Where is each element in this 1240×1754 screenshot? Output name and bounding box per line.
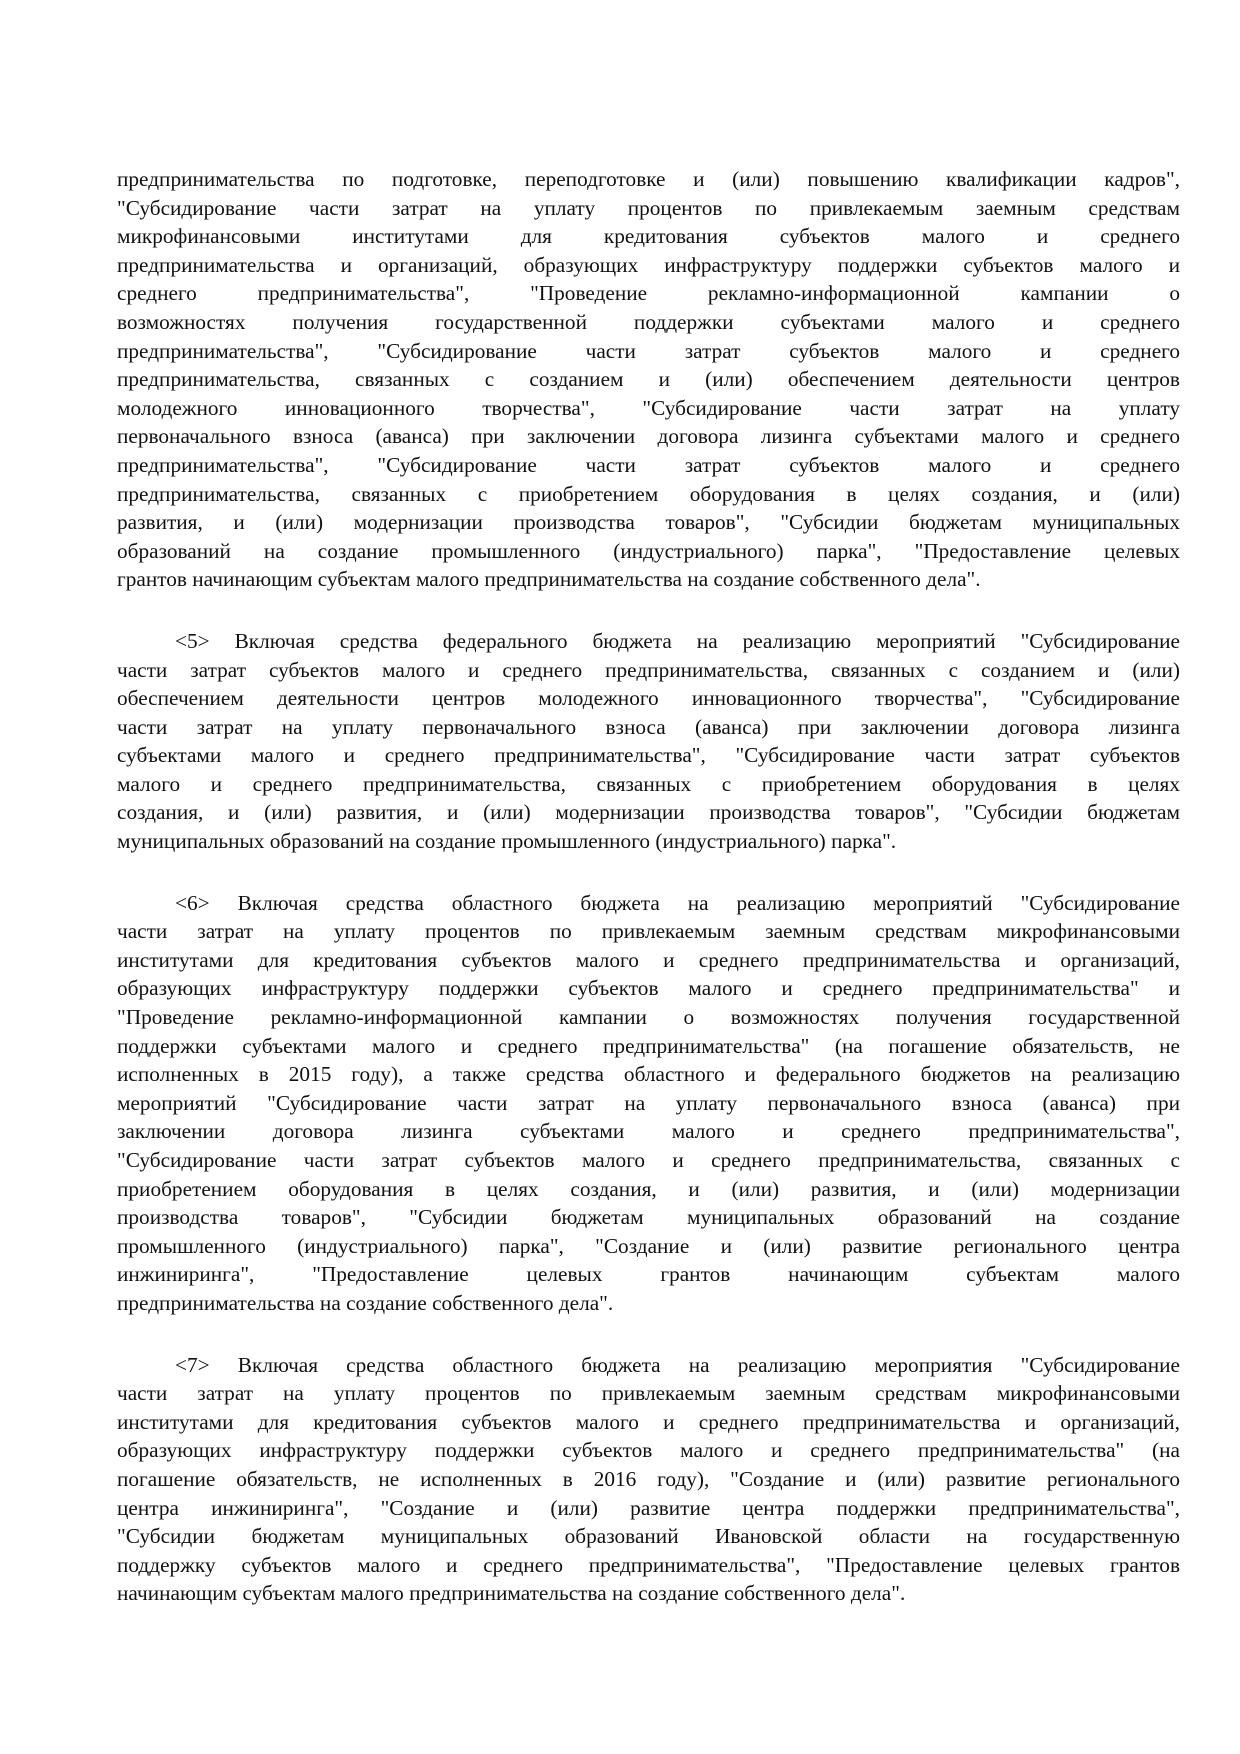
text-line: предпринимательства на создание собственного дела". — [117, 1290, 614, 1315]
text-line: части затрат на уплату первоначального взноса (аванса) при заключении договора лизинга — [117, 714, 1180, 739]
text-line: <5> Включая средства федерального бюджета на реализацию мероприятий "Субсидирование — [175, 628, 1180, 653]
text-line: возможностях получения государственной поддержки субъектами малого и среднего — [117, 309, 1180, 334]
footnote-paragraph — [117, 1351, 1180, 1608]
text-line: малого и среднего предпринимательства, связанных с приобретением оборудования в целях — [117, 771, 1180, 796]
footnote-paragraph — [117, 627, 1180, 856]
text-line: муниципальных образований на создание промышленного (индустриального) парка". — [117, 829, 897, 854]
text-line: предпринимательства", "Субсидирование части затрат субъектов малого и среднего — [117, 452, 1180, 477]
text-line: институтами для кредитования субъектов малого и среднего предпринимательства и организаций, — [117, 1409, 1180, 1434]
text-line: микрофинансовыми институтами для кредитования субъектов малого и среднего — [117, 224, 1180, 249]
text-line: части затрат на уплату процентов по привлекаемым заемным средствам микрофинансовыми — [117, 919, 1180, 944]
text-line: центра инжиниринга", "Создание и (или) развитие центра поддержки предпринимательства", — [117, 1495, 1180, 1520]
footnote-paragraph — [117, 889, 1180, 1318]
text-line: образующих инфраструктуру поддержки субъектов малого и среднего предпринимательства" и — [117, 976, 1180, 1001]
text-line: "Субсидии бюджетам муниципальных образований Ивановской области на государственную — [117, 1524, 1180, 1549]
text-line: мероприятий "Субсидирование части затрат на уплату первоначального взноса (аванса) при — [117, 1090, 1180, 1115]
text-line: образующих инфраструктуру поддержки субъектов малого и среднего предпринимательства" (на — [117, 1438, 1180, 1463]
text-line: <6> Включая средства областного бюджета на реализацию мероприятий "Субсидирование — [175, 890, 1180, 915]
text-line: грантов начинающим субъектам малого предпринимательства на создание собственного дела". — [117, 567, 981, 592]
text-line: создания, и (или) развития, и (или) модернизации производства товаров", "Субсидии бюджетам — [117, 800, 1180, 825]
text-line: исполненных в 2015 году), а также средства областного и федерального бюджетов на реализацию — [117, 1062, 1180, 1087]
text-line: производства товаров", "Субсидии бюджетам муниципальных образований на создание — [117, 1205, 1180, 1230]
text-line: "Субсидирование части затрат на уплату процентов по привлекаемым заемным средствам — [117, 195, 1180, 220]
text-line: субъектами малого и среднего предпринимательства", "Субсидирование части затрат субъектов — [117, 743, 1180, 768]
text-line: части затрат субъектов малого и среднего предпринимательства, связанных с созданием и (или) — [117, 657, 1180, 682]
text-line: "Субсидирование части затрат субъектов малого и среднего предпринимательства, связанных с — [117, 1148, 1180, 1172]
text-line: приобретением оборудования в целях создания, и (или) развития, и (или) модернизации — [117, 1176, 1180, 1201]
text-line: образований на создание промышленного (индустриального) парка", "Предоставление целевых — [117, 538, 1180, 563]
text-line: обеспечением деятельности центров молодежного инновационного творчества", "Субсидирование — [117, 686, 1180, 711]
text-line: части затрат на уплату процентов по привлекаемым заемным средствам микрофинансовыми — [117, 1381, 1180, 1406]
text-line: развития, и (или) модернизации производства товаров", "Субсидии бюджетам муниципальных — [117, 510, 1180, 535]
text-line: поддержки субъектами малого и среднего предпринимательства" (на погашение обязательств, не — [117, 1033, 1180, 1058]
text-line: начинающим субъектам малого предпринимательства на создание собственного дела". — [117, 1581, 906, 1606]
text-line: <7> Включая средства областного бюджета на реализацию мероприятия "Субсидирование — [175, 1352, 1180, 1377]
text-line: поддержку субъектов малого и среднего предпринимательства", "Предоставление целевых грантов — [117, 1552, 1180, 1577]
text-line: инжиниринга", "Предоставление целевых грантов начинающим субъектам малого — [117, 1262, 1180, 1287]
paragraph-continuation — [117, 165, 1180, 594]
text-line: молодежного инновационного творчества", "Субсидирование части затрат на уплату — [117, 395, 1180, 420]
text-line: заключении договора лизинга субъектами малого и среднего предпринимательства", — [117, 1119, 1180, 1144]
text-line: предпринимательства, связанных с приобретением оборудования в целях создания, и (или) — [117, 481, 1180, 506]
text-line: первоначального взноса (аванса) при заключении договора лизинга субъектами малого и среднего — [117, 424, 1180, 449]
text-line: предпринимательства, связанных с созданием и (или) обеспечением деятельности центров — [117, 367, 1180, 392]
text-line: предпринимательства по подготовке, переподготовке и (или) повышению квалификации кадров", — [117, 167, 1180, 191]
text-line: "Проведение рекламно-информационной кампании о возможностях получения государственной — [117, 1005, 1180, 1030]
document-page — [117, 165, 1180, 1641]
text-line: промышленного (индустриального) парка", "Создание и (или) развитие регионального центра — [117, 1233, 1180, 1258]
text-line: предпринимательства и организаций, образующих инфраструктуру поддержки субъектов малого и — [117, 252, 1180, 277]
text-line: среднего предпринимательства", "Проведение рекламно-информационной кампании о — [117, 281, 1180, 306]
text-line: предпринимательства", "Субсидирование части затрат субъектов малого и среднего — [117, 338, 1180, 363]
text-line: погашение обязательств, не исполненных в 2016 году), "Создание и (или) развитие регионального — [117, 1466, 1180, 1491]
text-line: институтами для кредитования субъектов малого и среднего предпринимательства и организаций, — [117, 947, 1180, 972]
